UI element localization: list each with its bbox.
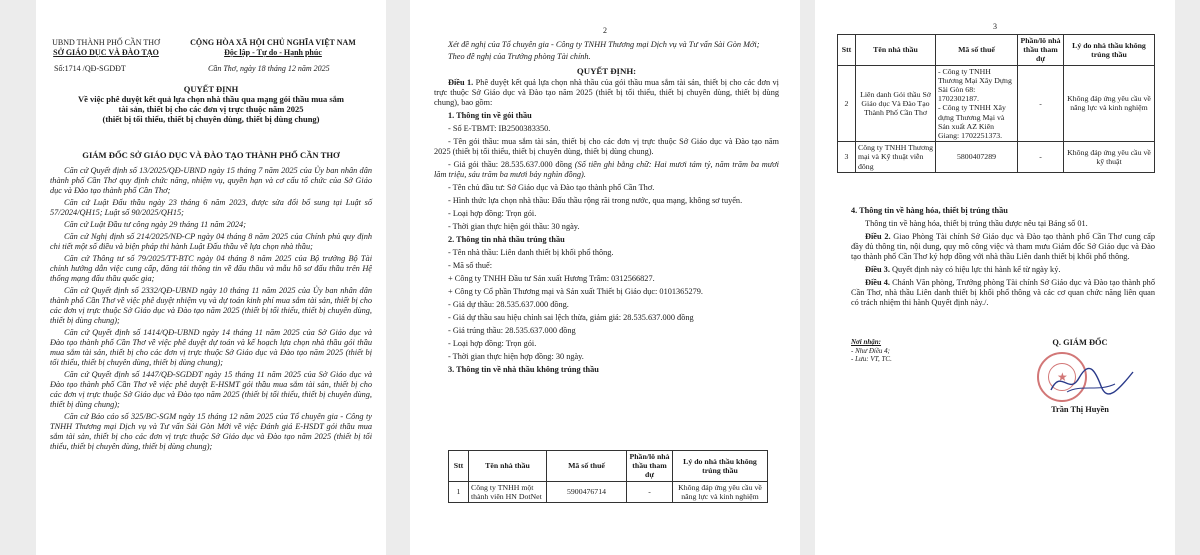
col-header-reason: Lý do nhà thầu không trúng thầu <box>673 451 768 482</box>
cell-reason: Không đáp ứng yêu cầu về năng lực và kinh nghiệm <box>673 481 768 502</box>
package-duration: - Thời gian thực hiện gói thầu: 30 ngày. <box>448 222 580 231</box>
table-header-row <box>449 451 768 482</box>
tax-code-label: - Mã số thuế: <box>448 261 493 270</box>
cell-tax-code: 5800407289 <box>936 142 1018 173</box>
cell-lot: - <box>1018 142 1064 173</box>
page-number: 2 <box>603 26 607 35</box>
contract-duration: - Thời gian thực hiện hợp đồng: 30 ngày. <box>448 352 584 361</box>
section-4-text: Thông tin về hàng hóa, thiết bị trúng thầu được nêu tại Bảng số 01. <box>865 219 1088 228</box>
col-header-reason: Lý do nhà thầu không trúng thầu <box>1064 35 1155 66</box>
winner-name: - Tên nhà thầu: Liên danh thiết bị khối phổ thông. <box>448 248 614 257</box>
cell-reason: Không đáp ứng yêu cầu về kỹ thuật <box>1064 142 1155 173</box>
section-1-heading: 1. Thông tin về gói thầu <box>448 111 532 120</box>
article-2-label: Điều 2. <box>865 232 891 241</box>
legal-basis-item: Căn cứ Thông tư số 79/2025/TT-BTC ngày 04 tháng 8 năm 2025 của Bộ trưởng Bộ Tài chính hướng dẫn việc cung cấp, đăng tải thông tin về đấu thầu và mẫu hồ sơ đấu thầu trên Hệ thống mạng đấu thầu quốc gia; <box>50 254 372 283</box>
nation-motto: Độc lập - Tự do - Hạnh phúc <box>224 48 322 57</box>
cell-lot: - <box>627 481 673 502</box>
legal-basis-item: Căn cứ Báo cáo số 325/BC-SGM ngày 15 tháng 12 năm 2025 của Tổ chuyên gia - Công ty TNHH Thương mại Dịch vụ và Tư vấn Sài Gòn Mới về việc Đánh giá E-HSDT gói thầu mua sắm tài sản, thiết bị cho các đơn vị trực thuộc Sở Giáo dục và Đào tạo năm 2025 (thiết bị tối thiểu, thiết bị chuyên dùng, thiết bị dùng chung); <box>50 412 372 451</box>
tbmt-number: - Số E-TBMT: IB2500383350. <box>448 124 551 133</box>
recipient-item: - Như Điều 4; <box>851 346 891 355</box>
legal-basis-list <box>50 166 372 454</box>
section-3-heading: 3. Thông tin về nhà thầu không trúng thầu <box>448 365 599 374</box>
decision-title-block <box>42 84 380 124</box>
col-header-stt: Stt <box>449 451 469 482</box>
bid-price: - Giá dự thầu: 28.535.637.000 đồng. <box>448 300 569 309</box>
cell-tax-code: - Công ty TNHH Thương Mại Xây Dựng Sài Gòn 68: 1702302187. - Công ty TNHH Xây dựng Thương Mại và Sản xuất AZ Kiên Giang: 1702251373. <box>936 65 1018 142</box>
legal-basis-item: Căn cứ Luật Đầu tư công ngày 29 tháng 11 năm 2024; <box>64 220 246 229</box>
col-header-lot: Phần/lô nhà thầu tham dự <box>1018 35 1064 66</box>
article-2 <box>851 232 1155 262</box>
signer-title: Q. GIÁM ĐỐC <box>1052 338 1108 347</box>
cell-stt: 2 <box>838 65 856 142</box>
col-header-lot: Phần/lô nhà thầu tham dự <box>627 451 673 482</box>
document-number: Số:1714 /QĐ-SGDĐT <box>54 64 126 73</box>
table-row <box>838 142 1155 173</box>
legal-basis-item: Căn cứ Nghị định số 214/2025/NĐ-CP ngày 04 tháng 8 năm 2025 của Chính phủ quy định chi tiết một số điều và biện pháp thi hành Luật Đấu thầu về lựa chọn nhà thầu; <box>50 232 372 251</box>
article-4 <box>851 278 1155 308</box>
article-2-text: Giao Phòng Tài chính Sở Giáo dục và Đào tạo thành phố Cần Thơ cung cấp đầy đủ thông tin, nội dung, quy mô công việc và tham mưu Giám đốc Sở Giáo dục và Đào tạo thành phố Cần Thơ ký hợp đồng với nhà thầu Liên danh thiết bị khối phổ thông. <box>851 232 1155 261</box>
winner-member: + Công ty Cổ phần Thương mại và Sản xuất Thiết bị Giáo dục: 0101365279. <box>448 287 703 296</box>
place-date: Cần Thơ, ngày 18 tháng 12 năm 2025 <box>208 64 330 73</box>
article-3-text: Quyết định này có hiệu lực thi hành kể từ ngày ký. <box>889 265 1061 274</box>
recipient-item: - Lưu: VT, TC. <box>851 355 892 363</box>
winner-member: + Công ty TNHH Đầu tư Sản xuất Hương Trâm: 0312566827. <box>448 274 655 283</box>
col-header-tax-code: Mã số thuế <box>547 451 627 482</box>
package-name: - Tên gói thầu: mua sắm tài sản, thiết bị cho các đơn vị trực thuộc Sở Giáo dục và Đào tạo năm 2025 (thiết bị tối thiểu, thiết bị chuyên dùng, thiết bị dùng chung). <box>434 137 779 156</box>
decision-subtitle-2: tài sản, thiết bị cho các đơn vị trực thuộc năm 2025 <box>118 104 304 114</box>
department-name: SỞ GIÁO DỤC VÀ ĐÀO TẠO <box>53 48 159 57</box>
article-4-text: Chánh Văn phòng, Trưởng phòng Tài chính Sở Giáo dục và Đào tạo thành phố Cần Thơ, nhà thầu Liên danh thiết bị khối phổ thông và các cơ quan chức năng liên quan có trách nhiệm thi hành Quyết định này./. <box>851 278 1155 307</box>
cell-stt: 3 <box>838 142 856 173</box>
col-header-bidder: Tên nhà thầu <box>856 35 936 66</box>
document-page-3 <box>815 0 1175 555</box>
org-name: UBND THÀNH PHỐ CẦN THƠ <box>52 38 160 47</box>
legal-basis-item: Căn cứ Quyết định số 2332/QĐ-UBND ngày 10 tháng 11 năm 2025 của Ủy ban nhân dân thành phố Cần Thơ về việc phê duyệt nhiệm vụ và dự toán kinh phí mua sắm tài sản, thiết bị cho các đơn vị trực thuộc Sở Giáo dục và Đào tạo năm 2025 (thiết bị tối thiểu, thiết bị chuyên dùng, thiết bị dùng chung); <box>50 286 372 325</box>
award-price: - Giá trúng thầu: 28.535.637.000 đồng <box>448 326 576 335</box>
cell-stt: 1 <box>449 481 469 502</box>
package-price-words: (Số tiền ghi bằng chữ: Hai mươi tám tỷ, năm trăm ba mươi lăm triệu, sáu trăm ba mươi bảy nghìn đồng). <box>434 160 779 179</box>
page-number: 3 <box>993 22 997 31</box>
page2-body <box>434 40 779 375</box>
selection-method: - Hình thức lựa chọn nhà thầu: Đấu thầu rộng rãi trong nước, qua mạng, không sơ tuyển. <box>448 196 743 205</box>
article-1-label: Điều 1. <box>448 78 474 87</box>
article-3 <box>851 265 1155 275</box>
table-row <box>838 65 1155 142</box>
legal-basis-item: Căn cứ Quyết định số 1414/QĐ-UBND ngày 14 tháng 11 năm 2025 của Sở Giáo dục và Đào tạo thành phố Cần Thơ về việc phê duyệt dự toán và kế hoạch lựa chọn nhà thầu gói thầu mua sắm tài sản, thiết bị cho các đơn vị trực thuộc Sở Giáo dục và Đào tạo năm 2025 (thiết bị tối thiểu, thiết bị chuyên dùng, thiết bị dùng chung); <box>50 328 372 367</box>
page3-body <box>851 206 1155 308</box>
section-4-heading: 4. Thông tin về hàng hóa, thiết bị trúng thầu <box>851 206 1008 215</box>
article-1 <box>434 78 779 108</box>
recipients-label: Nơi nhận: <box>851 338 882 346</box>
col-header-bidder: Tên nhà thầu <box>469 451 547 482</box>
signature-graphic <box>1047 362 1137 400</box>
table-row <box>449 481 768 502</box>
intro-paragraph: Theo đề nghị của Trưởng phòng Tài chính. <box>448 52 591 61</box>
recipients-block <box>851 338 971 364</box>
authority-line: GIÁM ĐỐC SỞ GIÁO DỤC VÀ ĐÀO TẠO THÀNH PHỐ CẦN THƠ <box>82 150 340 160</box>
package-price-value: - Giá gói thầu: 28.535.637.000 đồng <box>448 160 575 169</box>
section-2-heading: 2. Thông tin nhà thầu trúng thầu <box>448 235 565 244</box>
cell-tax-code: 5900476714 <box>547 481 627 502</box>
issuing-authority-header <box>46 38 166 58</box>
decision-title: QUYẾT ĐỊNH <box>183 84 239 94</box>
cell-lot: - <box>1018 65 1064 142</box>
legal-basis-item: Căn cứ Luật Đấu thầu ngày 23 tháng 6 năm 2023, được sửa đổi bổ sung tại Luật số 57/2024/QH15; Luật số 90/2025/QH15; <box>50 198 372 217</box>
cell-bidder: Công ty TNHH một thành viên HN DotNet <box>469 481 547 502</box>
signer-name: Trần Thị Huyền <box>1051 405 1109 414</box>
document-page-2 <box>410 0 800 555</box>
corrected-price: - Giá dự thầu sau hiệu chỉnh sai lệch thừa, giảm giá: 28.535.637.000 đồng <box>448 313 694 322</box>
investor: - Tên chủ đầu tư: Sở Giáo dục và Đào tạo thành phố Cần Thơ. <box>448 183 655 192</box>
national-header <box>168 38 378 58</box>
article-4-label: Điều 4. <box>865 278 890 287</box>
losing-bidders-table-part1 <box>448 450 768 503</box>
legal-basis-item: Căn cứ Quyết định số 1447/QĐ-SGDĐT ngày 15 tháng 11 năm 2025 của Sở Giáo dục và Đào tạo thành phố Cần Thơ về việc phê duyệt E-HSMT gói thầu mua sắm tài sản, thiết bị cho các đơn vị trực thuộc Sở Giáo dục và Đào tạo năm 2025 (thiết bị tối thiểu, thiết bị chuyên dùng, thiết bị dùng chung); <box>50 370 372 409</box>
col-header-tax-code: Mã số thuế <box>936 35 1018 66</box>
nation-name: CỘNG HÒA XÃ HỘI CHỦ NGHĨA VIỆT NAM <box>190 38 356 47</box>
decision-subtitle-1: Về việc phê duyệt kết quả lựa chọn nhà thầu qua mạng gói thầu mua sắm <box>77 94 345 104</box>
decision-heading: QUYẾT ĐỊNH: <box>576 66 637 76</box>
article-1-text: Phê duyệt kết quả lựa chọn nhà thầu của gói thầu mua sắm tài sản, thiết bị cho các đơn vị trực thuộc Sở Giáo dục và Đào tạo năm 2025 (thiết bị tối thiểu, thiết bị chuyên dùng, thiết bị dùng chung), bao gồm: <box>434 78 779 107</box>
contract-type: - Loại hợp đồng: Trọn gói. <box>448 209 537 218</box>
article-3-label: Điều 3. <box>865 265 890 274</box>
package-price <box>434 160 779 180</box>
legal-basis-item: Căn cứ Quyết định số 13/2025/QĐ-UBND ngày 15 tháng 7 năm 2025 của Ủy ban nhân dân thành phố Cần Thơ quy định chức năng, nhiệm vụ, quyền hạn và cơ cấu tổ chức của Sở Giáo dục và Đào tạo thành phố Cần Thơ; <box>50 166 372 195</box>
document-page-1 <box>36 0 386 555</box>
cell-reason: Không đáp ứng yêu cầu về năng lực và kinh nghiệm <box>1064 65 1155 142</box>
intro-paragraph: Xét đề nghị của Tổ chuyên gia - Công ty TNHH Thương mại Dịch vụ và Tư vấn Sài Gòn Mới; <box>448 40 760 49</box>
decision-subtitle-3: (thiết bị tối thiểu, thiết bị chuyên dùng, thiết bị dùng chung) <box>102 114 320 124</box>
table-header-row <box>838 35 1155 66</box>
col-header-stt: Stt <box>838 35 856 66</box>
stamp-star-icon: ★ <box>1057 370 1068 384</box>
cell-bidder: Liên danh Gói thầu Sở Giáo dục Và Đào Tạo Thành Phố Cần Thơ <box>856 65 936 142</box>
cell-bidder: Công ty TNHH Thương mại và Kỹ thuật viễn đông <box>856 142 936 173</box>
losing-bidders-table-part2 <box>837 34 1155 173</box>
contract-type-2: - Loại hợp đồng: Trọn gói. <box>448 339 537 348</box>
